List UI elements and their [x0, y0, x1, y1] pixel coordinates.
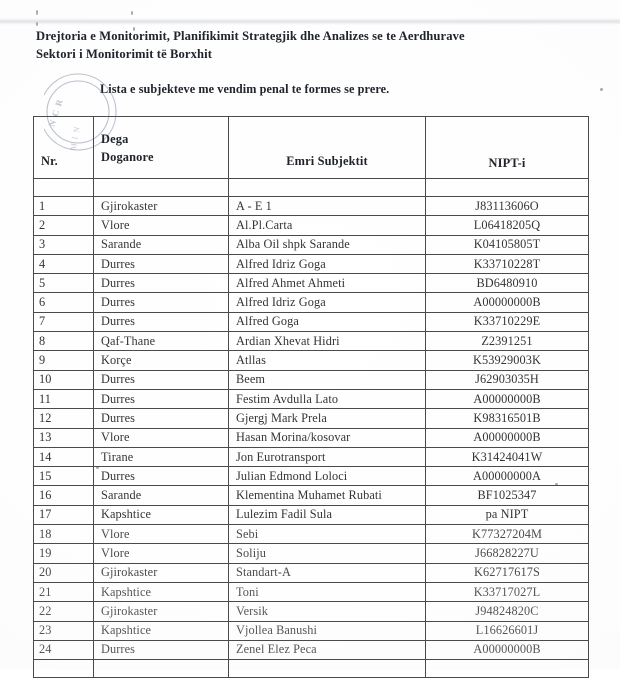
row-nipt: J66828227U: [426, 544, 589, 563]
table-row: [34, 409, 589, 428]
table-row: [34, 621, 589, 640]
row-nipt: K04105805T: [426, 235, 589, 254]
row-nipt: J83113606O: [426, 197, 589, 216]
row-number: 9: [34, 351, 94, 370]
table-row: [34, 351, 589, 370]
row-nipt: K31424041W: [426, 447, 589, 466]
row-nipt: A00000000A: [426, 467, 589, 486]
row-dega-doganore: Vlore: [94, 525, 229, 544]
row-nipt: pa NIPT: [426, 505, 589, 524]
row-number: 19: [34, 544, 94, 563]
row-dega-doganore: Kapshtice: [94, 621, 229, 640]
column-header-emri-subjektit: [229, 117, 426, 179]
row-emri-subjektit: Toni: [229, 582, 426, 601]
empty-cell: [426, 179, 589, 197]
table-spacer-bottom: [34, 660, 589, 678]
row-nipt: A00000000B: [426, 428, 589, 447]
table-row: [34, 428, 589, 447]
row-number: 5: [34, 274, 94, 293]
row-dega-doganore: Gjirokaster: [94, 563, 229, 582]
scan-speck: [36, 10, 38, 15]
row-dega-doganore: Durres: [94, 274, 229, 293]
column-header-nr: [34, 117, 94, 179]
row-emri-subjektit: Alfred Idriz Goga: [229, 254, 426, 273]
row-dega-doganore: Durres: [94, 389, 229, 408]
subjects-table-container: [33, 116, 588, 678]
table-row: [34, 312, 589, 331]
row-emri-subjektit: Zenel Elez Peca: [229, 640, 426, 659]
row-emri-subjektit: Alfred Goga: [229, 312, 426, 331]
row-dega-doganore: Sarande: [94, 486, 229, 505]
row-emri-subjektit: Klementina Muhamet Rubati: [229, 486, 426, 505]
row-nipt: J94824820C: [426, 602, 589, 621]
row-number: 12: [34, 409, 94, 428]
row-emri-subjektit: Vjollea Banushi: [229, 621, 426, 640]
table-row: [34, 640, 589, 659]
document-subheading: Lista e subjekteve me vendim penal te formes se prere.: [100, 82, 390, 96]
table-row: [34, 582, 589, 601]
empty-cell: [94, 179, 229, 197]
svg-text:N C R: N C R: [46, 97, 65, 128]
row-number: 24: [34, 640, 94, 659]
table-header: [34, 117, 589, 179]
column-header-dega-line1: Dega: [101, 131, 129, 146]
table-row: [34, 389, 589, 408]
table-row: [34, 216, 589, 235]
row-number: 14: [34, 447, 94, 466]
row-emri-subjektit: Versik: [229, 602, 426, 621]
row-nipt: J62903035H: [426, 370, 589, 389]
empty-cell: [34, 660, 94, 678]
row-number: 6: [34, 293, 94, 312]
row-nipt: K33717027L: [426, 582, 589, 601]
table-row: [34, 447, 589, 466]
row-emri-subjektit: Lulezim Fadil Sula: [229, 505, 426, 524]
row-number: 21: [34, 582, 94, 601]
table-body: [34, 197, 589, 660]
scan-band-artifact: [0, 18, 620, 25]
table-row: [34, 293, 589, 312]
empty-cell: [229, 179, 426, 197]
row-number: 1: [34, 197, 94, 216]
subjects-table: [33, 116, 589, 678]
row-nipt: L06418205Q: [426, 216, 589, 235]
row-number: 22: [34, 602, 94, 621]
table-spacer-top: [34, 179, 589, 197]
table-row: [34, 544, 589, 563]
column-header-nipt-label: NIPT-i: [488, 156, 526, 170]
row-number: 20: [34, 563, 94, 582]
row-number: 3: [34, 235, 94, 254]
row-emri-subjektit: Soliju: [229, 544, 426, 563]
row-dega-doganore: Durres: [94, 254, 229, 273]
table-row: [34, 332, 589, 351]
row-emri-subjektit: Beem: [229, 370, 426, 389]
table-row: [34, 370, 589, 389]
heading-line-2: Sektori i Monitorimit të Borxhit: [36, 46, 212, 61]
empty-cell: [426, 660, 589, 678]
svg-text:M I N: M I N: [68, 125, 82, 151]
row-emri-subjektit: Alfred Ahmet Ahmeti: [229, 274, 426, 293]
row-emri-subjektit: Festim Avdulla Lato: [229, 389, 426, 408]
row-dega-doganore: Durres: [94, 467, 229, 486]
row-emri-subjektit: Gjergj Mark Prela: [229, 409, 426, 428]
row-nipt: K53929003K: [426, 351, 589, 370]
row-emri-subjektit: Julian Edmond Loloci: [229, 467, 426, 486]
column-header-dega-doganore: [94, 117, 229, 179]
row-number: 10: [34, 370, 94, 389]
row-nipt: A00000000B: [426, 389, 589, 408]
column-header-dega-line2: Doganore: [101, 149, 154, 164]
table-header-row: [34, 117, 589, 179]
row-dega-doganore: Vlore: [94, 216, 229, 235]
row-emri-subjektit: Alfred Idriz Goga: [229, 293, 426, 312]
row-nipt: BD6480910: [426, 274, 589, 293]
column-header-emri-label: Emri Subjektit: [286, 154, 368, 168]
row-nipt: K77327204M: [426, 525, 589, 544]
row-dega-doganore: Tirane: [94, 447, 229, 466]
table-row: [34, 467, 589, 486]
row-nipt: L16626601J: [426, 621, 589, 640]
row-dega-doganore: Durres: [94, 409, 229, 428]
heading-line-1: Drejtoria e Monitorimit, Planifikimit Strategjik dhe Analizes se te Aerdhurave: [36, 29, 465, 43]
row-dega-doganore: Durres: [94, 640, 229, 659]
empty-cell: [229, 660, 426, 678]
column-header-nr-label: Nr.: [41, 154, 58, 168]
row-number: 16: [34, 486, 94, 505]
row-dega-doganore: Kapshtice: [94, 505, 229, 524]
row-nipt: K33710229E: [426, 312, 589, 331]
row-emri-subjektit: Standart-A: [229, 563, 426, 582]
row-nipt: A00000000B: [426, 640, 589, 659]
row-dega-doganore: Kapshtice: [94, 582, 229, 601]
table-row: [34, 525, 589, 544]
table-row: [34, 505, 589, 524]
row-emri-subjektit: Jon Eurotransport: [229, 447, 426, 466]
row-nipt: A00000000B: [426, 293, 589, 312]
empty-spacer-row: [34, 179, 589, 197]
row-emri-subjektit: Hasan Morina/kosovar: [229, 428, 426, 447]
row-number: 18: [34, 525, 94, 544]
row-dega-doganore: Durres: [94, 370, 229, 389]
row-dega-doganore: Vlore: [94, 428, 229, 447]
row-emri-subjektit: Al.Pl.Carta: [229, 216, 426, 235]
row-emri-subjektit: Alba Oil shpk Sarande: [229, 235, 426, 254]
table-row: [34, 235, 589, 254]
row-dega-doganore: Sarande: [94, 235, 229, 254]
table-row: [34, 602, 589, 621]
row-nipt: K98316501B: [426, 409, 589, 428]
scan-speck: [600, 88, 603, 91]
document-heading: [36, 28, 576, 63]
row-dega-doganore: Qaf-Thane: [94, 332, 229, 351]
row-number: 4: [34, 254, 94, 273]
column-header-nipt: [426, 117, 589, 179]
table-row: [34, 197, 589, 216]
row-dega-doganore: Durres: [94, 293, 229, 312]
row-number: 2: [34, 216, 94, 235]
row-number: 23: [34, 621, 94, 640]
row-emri-subjektit: Atllas: [229, 351, 426, 370]
row-nipt: Z2391251: [426, 332, 589, 351]
row-number: 15: [34, 467, 94, 486]
row-dega-doganore: Vlore: [94, 544, 229, 563]
row-nipt: BF1025347: [426, 486, 589, 505]
scan-speck: [36, 22, 38, 26]
table-row: [34, 486, 589, 505]
row-dega-doganore: Gjirokaster: [94, 602, 229, 621]
empty-cell: [94, 660, 229, 678]
row-dega-doganore: Gjirokaster: [94, 197, 229, 216]
row-emri-subjektit: Sebi: [229, 525, 426, 544]
row-emri-subjektit: Ardian Xhevat Hidri: [229, 332, 426, 351]
row-number: 17: [34, 505, 94, 524]
row-dega-doganore: Korçe: [94, 351, 229, 370]
table-row: [34, 563, 589, 582]
row-number: 11: [34, 389, 94, 408]
row-emri-subjektit: A - E 1: [229, 197, 426, 216]
scan-speck: [131, 11, 133, 15]
row-number: 8: [34, 332, 94, 351]
row-nipt: K33710228T: [426, 254, 589, 273]
row-number: 13: [34, 428, 94, 447]
table-row: [34, 274, 589, 293]
row-dega-doganore: Durres: [94, 312, 229, 331]
table-row: [34, 254, 589, 273]
row-number: 7: [34, 312, 94, 331]
empty-spacer-row: [34, 660, 589, 678]
row-nipt: K62717617S: [426, 563, 589, 582]
empty-cell: [34, 179, 94, 197]
